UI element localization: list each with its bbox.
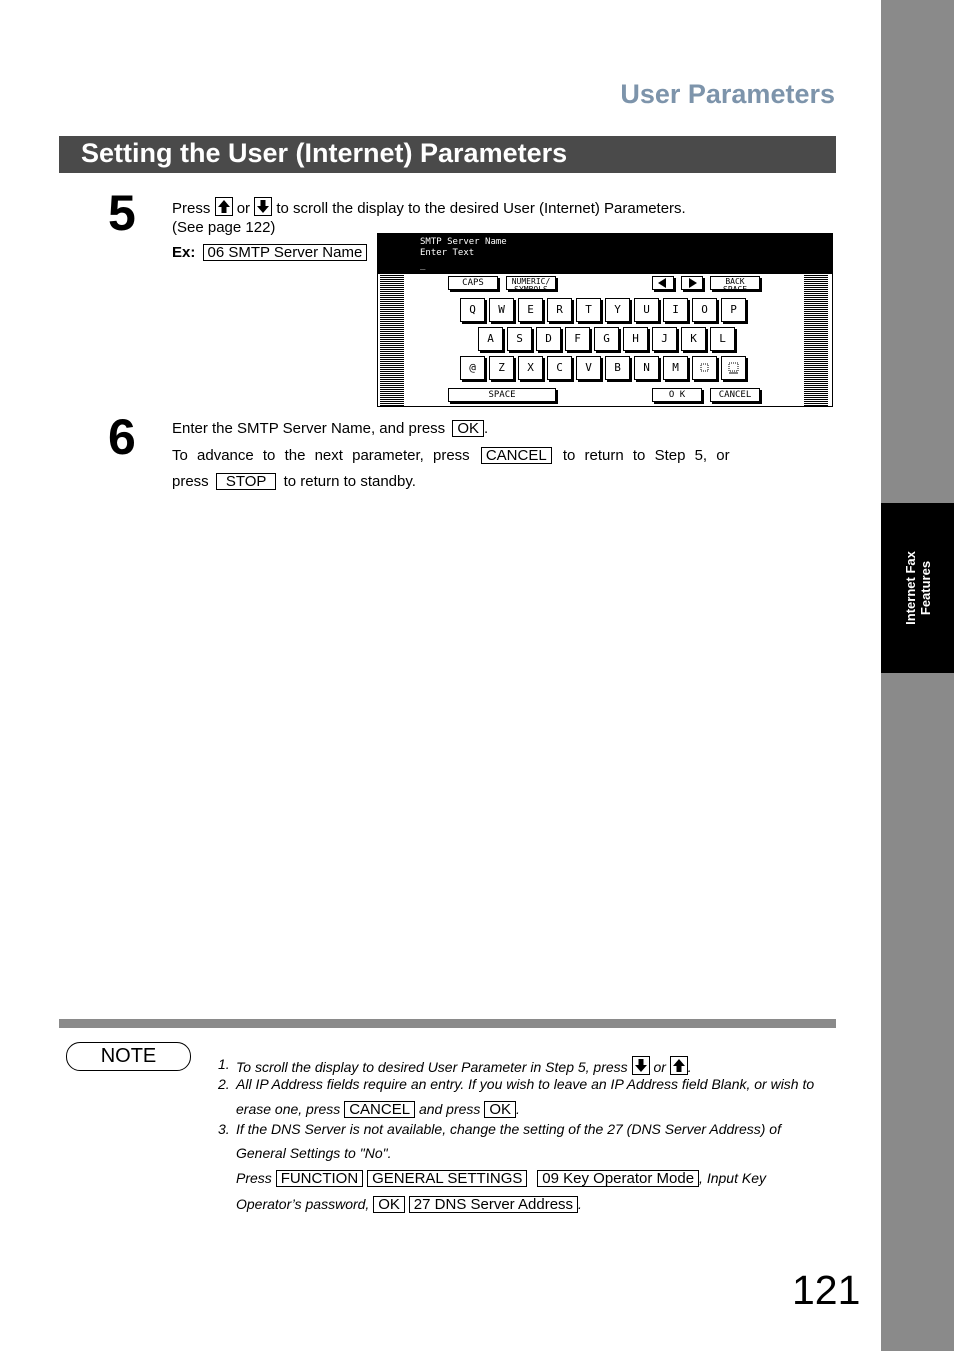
sidebar-tab-text — [884, 505, 951, 670]
ok-key-label: OK — [484, 1101, 516, 1118]
left-triangle-icon — [653, 277, 673, 289]
note-3-line-4: Operator’s password, OK 27 DNS Server Address . — [236, 1196, 582, 1213]
up-arrow-key-icon — [215, 197, 233, 216]
note-3-press: Press — [236, 1170, 272, 1186]
key-x[interactable]: X — [518, 356, 543, 380]
caps-key[interactable]: CAPS — [448, 276, 498, 290]
key-l[interactable]: L — [710, 327, 735, 351]
key-o[interactable]: O — [692, 298, 717, 322]
note-2-number: 2. — [218, 1076, 230, 1092]
cancel-key-label: CANCEL — [481, 447, 552, 464]
lcd-cursor: _ — [420, 261, 426, 271]
function-key-label: FUNCTION — [276, 1170, 364, 1187]
note-label: NOTE — [66, 1042, 191, 1071]
dns-server-address-label: 27 DNS Server Address — [409, 1196, 578, 1213]
step-5-or: or — [236, 200, 251, 217]
step-6-text-4: press — [172, 473, 209, 490]
note-2-and-press: and press — [418, 1101, 481, 1117]
lcd-display-area — [378, 234, 832, 274]
note-3-line-3 — [236, 1170, 766, 1187]
right-arrow-key[interactable] — [681, 276, 703, 290]
step-5-text: to scroll the display to the desired User (Internet) Parameters. — [276, 200, 686, 217]
note-3-line-2: General Settings to "No". — [236, 1145, 392, 1161]
stop-key-label: STOP — [216, 473, 277, 490]
key-i[interactable]: I — [663, 298, 688, 322]
general-settings-key-label: GENERAL SETTINGS — [367, 1170, 527, 1187]
cancel-key[interactable]: CANCEL — [710, 388, 760, 402]
step-5-example — [172, 244, 367, 262]
ok-key-label: OK — [373, 1196, 405, 1213]
lcd-screen — [377, 233, 833, 407]
back-label-1: BACK — [725, 277, 745, 286]
down-arrow-key-icon — [254, 197, 272, 216]
key-w[interactable]: W — [489, 298, 514, 322]
ok-key[interactable]: O K — [652, 388, 702, 402]
key-q[interactable]: Q — [460, 298, 485, 322]
key-j[interactable]: J — [652, 327, 677, 351]
key-z[interactable]: Z — [489, 356, 514, 380]
key-f[interactable]: F — [565, 327, 590, 351]
note-1-or: or — [653, 1059, 666, 1075]
step-5-press: Press — [172, 200, 211, 217]
key-y[interactable]: Y — [605, 298, 630, 322]
note-2-line-2: erase one, press CANCEL and press OK . — [236, 1101, 520, 1118]
dotted-box-icon — [693, 357, 716, 379]
ok-key-label: OK — [452, 420, 484, 437]
key-u[interactable]: U — [634, 298, 659, 322]
sidebar-tab-label: Internet Fax Features — [902, 550, 933, 625]
key-d[interactable]: D — [536, 327, 561, 351]
key-h[interactable]: H — [623, 327, 648, 351]
key-m[interactable]: M — [663, 356, 688, 380]
key-p[interactable]: P — [721, 298, 746, 322]
key-k[interactable]: K — [681, 327, 706, 351]
note-3-input-key: , Input Key — [699, 1170, 766, 1186]
back-space-key[interactable] — [710, 276, 760, 294]
key-e[interactable]: E — [518, 298, 543, 322]
key-symbol-2[interactable] — [721, 356, 746, 380]
key-a[interactable]: A — [478, 327, 503, 351]
right-triangle-icon — [682, 277, 702, 289]
note-3-number: 3. — [218, 1121, 230, 1137]
lcd-line-1: SMTP Server Name — [420, 237, 507, 247]
key-t[interactable]: T — [576, 298, 601, 322]
note-1-number: 1. — [218, 1056, 230, 1072]
step-6-line-3 — [172, 473, 416, 491]
page-number: 121 — [792, 1267, 861, 1313]
key-g[interactable]: G — [594, 327, 619, 351]
step-6-line-1: Enter the SMTP Server Name, and press OK . — [172, 420, 489, 437]
sidebar-strip — [881, 0, 954, 1351]
step-5-number: 5 — [108, 185, 136, 241]
cancel-key-label: CANCEL — [344, 1101, 415, 1118]
lcd-left-pattern — [380, 274, 404, 406]
numeric-label-2: SYMBOLS — [514, 285, 548, 294]
note-1-text: To scroll the display to desired User Parameter in Step 5, press — [236, 1059, 628, 1075]
note-divider — [59, 1019, 836, 1028]
note-2-text: erase one, press — [236, 1101, 341, 1117]
page-header-title: User Parameters — [620, 79, 835, 109]
key-v[interactable]: V — [576, 356, 601, 380]
note-2-line-1: All IP Address fields require an entry. If you wish to leave an IP Address field Blank, or wish to — [236, 1076, 815, 1092]
step-6-text-5: to return to standby. — [283, 473, 416, 490]
up-arrow-key-icon — [670, 1056, 688, 1075]
key-n[interactable]: N — [634, 356, 659, 380]
key-s[interactable]: S — [507, 327, 532, 351]
ex-value-box: 06 SMTP Server Name — [203, 244, 368, 261]
ex-label: Ex: — [172, 244, 196, 261]
step-5-see-page: (See page 122) — [172, 219, 276, 236]
down-arrow-key-icon — [632, 1056, 650, 1075]
numeric-symbols-key[interactable] — [506, 276, 556, 294]
numeric-label-1: NUMERIC/ — [511, 277, 551, 286]
step-6-text-1: Enter the SMTP Server Name, and press — [172, 420, 446, 437]
lcd-right-pattern — [804, 274, 828, 406]
lcd-line-2: Enter Text — [420, 248, 475, 258]
step-6-line-2 — [172, 447, 730, 465]
section-title: Setting the User (Internet) Parameters — [81, 138, 568, 168]
key-symbol-1[interactable] — [692, 356, 717, 380]
underscore-box-icon — [722, 357, 745, 379]
key-at[interactable]: @ — [460, 356, 485, 380]
back-label-2: SPACE — [722, 285, 748, 294]
key-b[interactable]: B — [605, 356, 630, 380]
step-5-line-1 — [172, 197, 686, 218]
step-6-text-2: To advance to the next parameter, press — [172, 447, 470, 464]
key-c[interactable]: C — [547, 356, 572, 380]
note-1: To scroll the display to desired User Parameter in Step 5, press or . — [236, 1056, 692, 1076]
step-6-number: 6 — [108, 409, 136, 465]
key-r[interactable]: R — [547, 298, 572, 322]
step-6-text-3: to return to Step 5, or — [562, 447, 730, 464]
space-key[interactable]: SPACE — [448, 388, 556, 402]
note-3-password: Operator’s password, — [236, 1196, 370, 1212]
left-arrow-key[interactable] — [652, 276, 674, 290]
key-operator-mode-label: 09 Key Operator Mode — [537, 1170, 699, 1187]
note-3-line-1: If the DNS Server is not available, change the setting of the 27 (DNS Server Address) of — [236, 1121, 781, 1137]
